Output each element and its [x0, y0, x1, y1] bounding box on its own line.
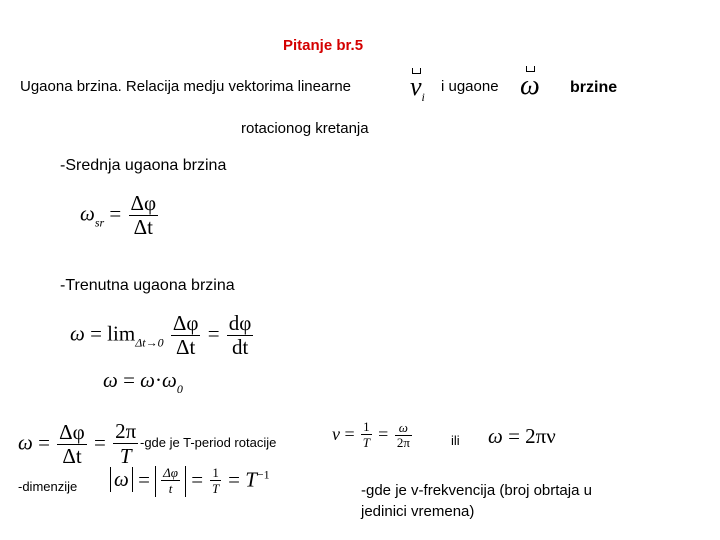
avg-velocity-heading: -Srednja ugaona brzina [60, 157, 227, 174]
omega-frequency-formula: ω = 2πν [488, 424, 556, 448]
frequency-note-line-2: jedinici vremena) [361, 503, 475, 520]
intro-text-4: rotacionog kretanja [241, 120, 369, 137]
inst-velocity-formula: $\omega = \lim_{\Delta t\to 0}$ $\frac{\Delta\varphi}{\Delta t}$ = $\frac{d\varphi}{dt}$ [70, 311, 252, 360]
dimensions-formula: ω = $\frac{\Delta\varphi}{t}$ = $\frac{1}{T} = T^{-1}$ [110, 466, 270, 497]
frequency-note-line-1: -gde je v-frekvencija (broj obrtaja u [361, 482, 592, 499]
page-title: Pitanje br.5 [283, 37, 364, 54]
or-label: ili [451, 433, 460, 448]
dimensions-label: -dimenzije [18, 479, 78, 494]
inst-velocity-heading: -Trenutna ugaona brzina [60, 277, 235, 294]
linear-velocity-symbol: $v_i$ [410, 72, 425, 104]
period-formula: ω = $\frac{\Delta\varphi}{\Delta t}$ = $\frac{2\pi}{T}$ [18, 419, 137, 469]
intro-text-2: i ugaone [441, 78, 499, 95]
period-note: -gde je T-period rotacije [140, 435, 277, 450]
vector-relation-formula: $\omega = \omega\cdot\omega_0$ [103, 368, 183, 396]
angular-velocity-symbol: ω [520, 70, 540, 101]
frequency-formula: ν = $\frac{1}{T}$ = $\frac{\omega}{2\pi}$ [332, 419, 410, 451]
avg-velocity-formula: $\omega_{sr}$ = $\frac{\Delta\varphi}{\Delta t}$ [80, 191, 157, 240]
intro-text-1: Ugaona brzina. Relacija medju vektorima linearne [20, 78, 352, 95]
intro-text-3: brzine [570, 79, 618, 96]
